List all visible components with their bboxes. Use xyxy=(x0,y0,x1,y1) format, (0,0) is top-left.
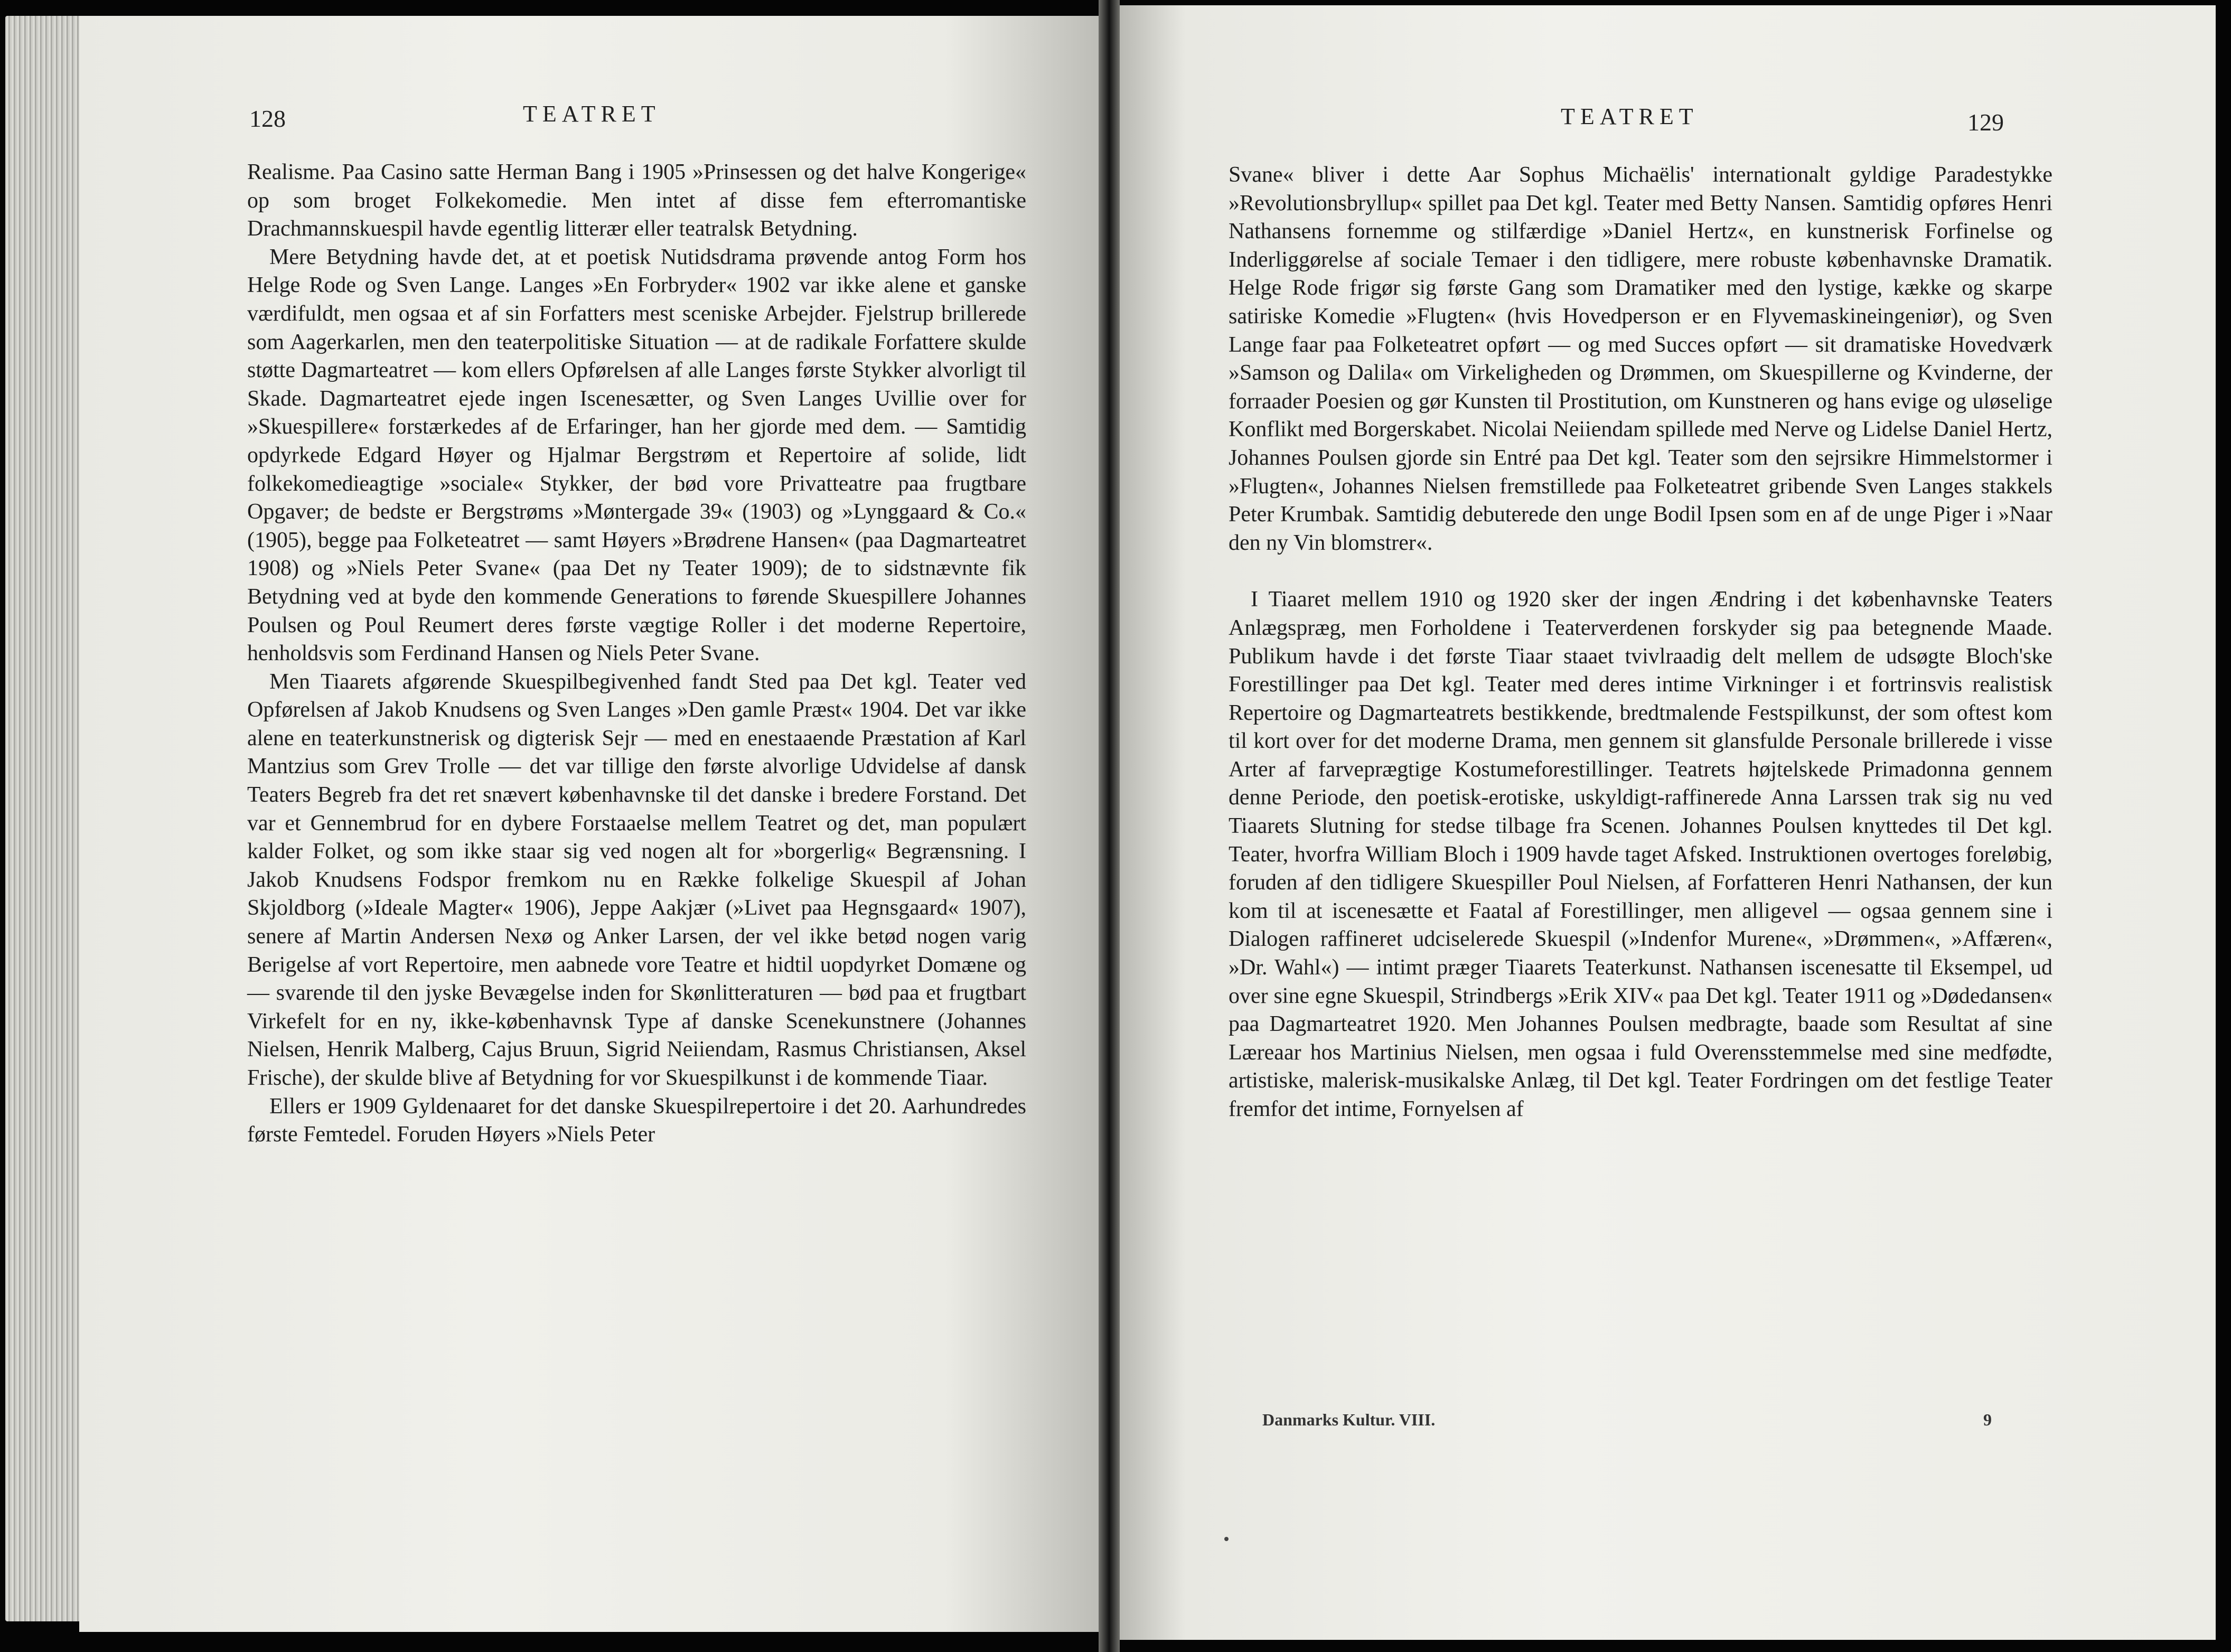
right-running-head: TEATRET xyxy=(1561,104,1699,129)
left-running-head: TEATRET xyxy=(523,101,661,127)
footer-title: Danmarks Kultur. VIII. xyxy=(1262,1410,1436,1429)
page-edges xyxy=(5,16,85,1621)
footer-signature: 9 xyxy=(1983,1410,1992,1429)
right-page-number: 129 xyxy=(1967,109,2004,136)
book-gutter xyxy=(1099,0,1120,1652)
right-paragraph-1: Svane« bliver i dette Aar Sophus Michaëlis' internationalt gyldige Paradestykke »Revolutionsbryllup« spillet paa Det kgl. Teater med Betty Nansen. Samtidig opføres Henri Nathansens fornemme og stilfærdige »Daniel Hertz«, en kunstnerisk Forfinelse og Inderliggørelse af sociale Temaer i den tidligere, mere robuste københavnske Dramatik. Helge Rode frigør sig første Gang som Dramatiker med den lystige, kække og skarpe satiriske Komedie »Flugten« (hvis Hovedperson er en Flyvemaskineingeniør), og Sven Lange faar paa Folketeatret opført — og med Succes opført — sit dramatiske Hovedværk »Samson og Dalila« om Virkeligheden og Drømmen, om Skuespillerne og Kvinderne, der forraader Poesien og gør Kunsten til Prostitution, om Kunstneren og hans evige og uløselige Konflikt med Borgerskabet. Nicolai Neiiendam spillede med Nerve og Lidelse Daniel Hertz, Johannes Poulsen gjorde sin Entré paa Det kgl. Teater som den sejrsikre Himmelstormer i »Flugten«, Johannes Nielsen fremstillede paa Folketeatret gribende Sven Langes stakkels Peter Krumbak. Samtidig debuterede den unge Bodil Ipsen som en af de unge Piger i »Naar den ny Vin blomstrer«. xyxy=(1229,163,2052,555)
left-body-text xyxy=(247,158,1026,1149)
right-body-text xyxy=(1229,161,2052,1124)
left-page-number: 128 xyxy=(249,105,286,132)
left-paragraph-4: Ellers er 1909 Gyldenaaret for det danske Skuespilrepertoire i det 20. Aarhundredes første Femtedel. Foruden Høyers »Niels Peter xyxy=(247,1094,1026,1147)
left-paragraph-3: Men Tiaarets afgørende Skuespilbegivenhed fandt Sted paa Det kgl. Teater ved Opførelsen af Jakob Knudsens og Sven Langes »Den gamle Præst« 1904. Det var ikke alene en teaterkunstnerisk og digterisk Sejr — med en enestaaende Præstation af Karl Mantzius som Grev Trolle — det var tillige den første alvorlige Udvidelse af dansk Teaters Begreb fra det ret snævert københavnske til det danske i bredere Forstand. Det var et Gennembrud for en dybere Forstaaelse mellem Teatret og det, man populært kalder Folket, og som ikke staar sig ved nogen alt for »borgerlig« Begrænsning. I Jakob Knudsens Fodspor fremkom nu en Række folkelige Skuespil af Johan Skjoldborg (»Ideale Magter« 1906), Jeppe Aakjær (»Livet paa Hegnsgaard« 1907), senere af Martin Andersen Nexø og Anker Larsen, der vel ikke betød nogen varig Berigelse af vort Repertoire, men aabnede vore Teatre et hidtil uopdyrket Domæne og — svarende til den jyske Bevægelse inden for Skønlitteraturen — bød paa et frugtbart Virkefelt for en ny, ikke-københavnsk Type af danske Scenekunstnere (Johannes Nielsen, Henrik Malberg, Cajus Bruun, Sigrid Neiiendam, Rasmus Christiansen, Aksel Frische), der skulde blive af Betydning for vor Skuespilkunst i de kommende Tiaar. xyxy=(247,669,1026,1090)
left-paragraph-2: Mere Betydning havde det, at et poetisk Nutidsdrama prøvende antog Form hos Helge Rode og Sven Lange. Langes »En Forbryder« 1902 var ikke alene et ganske værdifuldt, men ogsaa et af sin Forfatters mest sceniske Arbejder. Fjelstrup brillerede som Aagerkarlen, men den teaterpolitiske Situation — at de radikale Forfattere skulde støtte Dagmarteatret — kom ellers Opførelsen af alle Langes første Stykker alvorligt til Skade. Dagmarteatret ejede ingen Iscenesætter, og Sven Langes Uvillie over for »Skuespillere« forstærkedes af de Erfaringer, han her gjorde med dem. — Samtidig opdyrkede Edgard Høyer og Hjalmar Bergstrøm et Repertoire af solide, lidt folkekomedieagtige »sociale« Stykker, der bød vore Privatteatre paa frugtbare Opgaver; de bedste er Bergstrøms »Møntergade 39« (1903) og »Lynggaard & Co.« (1905), begge paa Folketeatret — samt Høyers »Brødrene Hansen« (paa Dagmarteatret 1908) og »Niels Peter Svane« (paa Det ny Teater 1909); de to sidstnævnte fik Betydning ved at byde den kommende Generations to førende Skuespillere Johannes Poulsen og Poul Reumert deres første vægtige Roller i det moderne Repertoire, henholdsvis som Ferdinand Hansen og Niels Peter Svane. xyxy=(247,245,1026,666)
page-speck xyxy=(1224,1537,1229,1541)
left-paragraph-1: Realisme. Paa Casino satte Herman Bang i 1905 »Prinsessen og det halve Kongerige« op som broget Folkekomedie. Men intet af disse fem efterromantiske Drachmannskuespil havde egentlig litterær eller teatralsk Betydning. xyxy=(247,160,1026,241)
right-paragraph-2: I Tiaaret mellem 1910 og 1920 sker der ingen Ændring i det københavnske Teaters Anlægspræg, men Forholdene i Teaterverdenen forskyder sig paa betegnende Maade. Publikum havde i det første Tiaar staaet tvivlraadig delt mellem de udsøgte Bloch'ske Forestillinger paa Det kgl. Teater med deres intime Virkninger i et fortrinsvis realistisk Repertoire og Dagmarteatrets bestikkende, bredtmalende Festspilkunst, der som oftest kom til kort over for det moderne Drama, men gennem sit glansfulde Personale brillerede i visse Arter af farveprægtige Kostumeforestillinger. Teatrets højtelskede Primadonna gennem denne Periode, den poetisk-erotiske, uskyldigt-raffinerede Anna Larssen trak sig nu ved Tiaarets Slutning for stedse tilbage fra Scenen. Johannes Poulsen knyttedes til Det kgl. Teater, hvorfra William Bloch i 1909 havde taget Afsked. Instruktionen overtoges foreløbig, foruden af den tidligere Skuespiller Poul Nielsen, af Forfatteren Henri Nathansen, der kun kom til at iscenesætte et Faatal af Forestillinger, men alligevel — ogsaa gennem sine i Dialogen raffineret udciselerede Skuespil (»Indenfor Murene«, »Drømmen«, »Affæren«, »Dr. Wahl«) — intimt præger Tiaarets Teaterkunst. Nathansen iscenesatte til Eksempel, ud over sine egne Skuespil, Strindbergs »Erik XIV« paa Det kgl. Teater 1911 og »Dødedansen« paa Dagmarteatret 1920. Men Johannes Poulsen medbragte, baade som Resultat af sine Læreaar hos Martinius Nielsen, men ogsaa i fuld Overensstemmelse med sine medfødte, artistiske, malerisk-musikalske Anlæg, til Det kgl. Teater Fordringen om det festlige Teater fremfor det intime, Fornyelsen af xyxy=(1229,587,2052,1121)
